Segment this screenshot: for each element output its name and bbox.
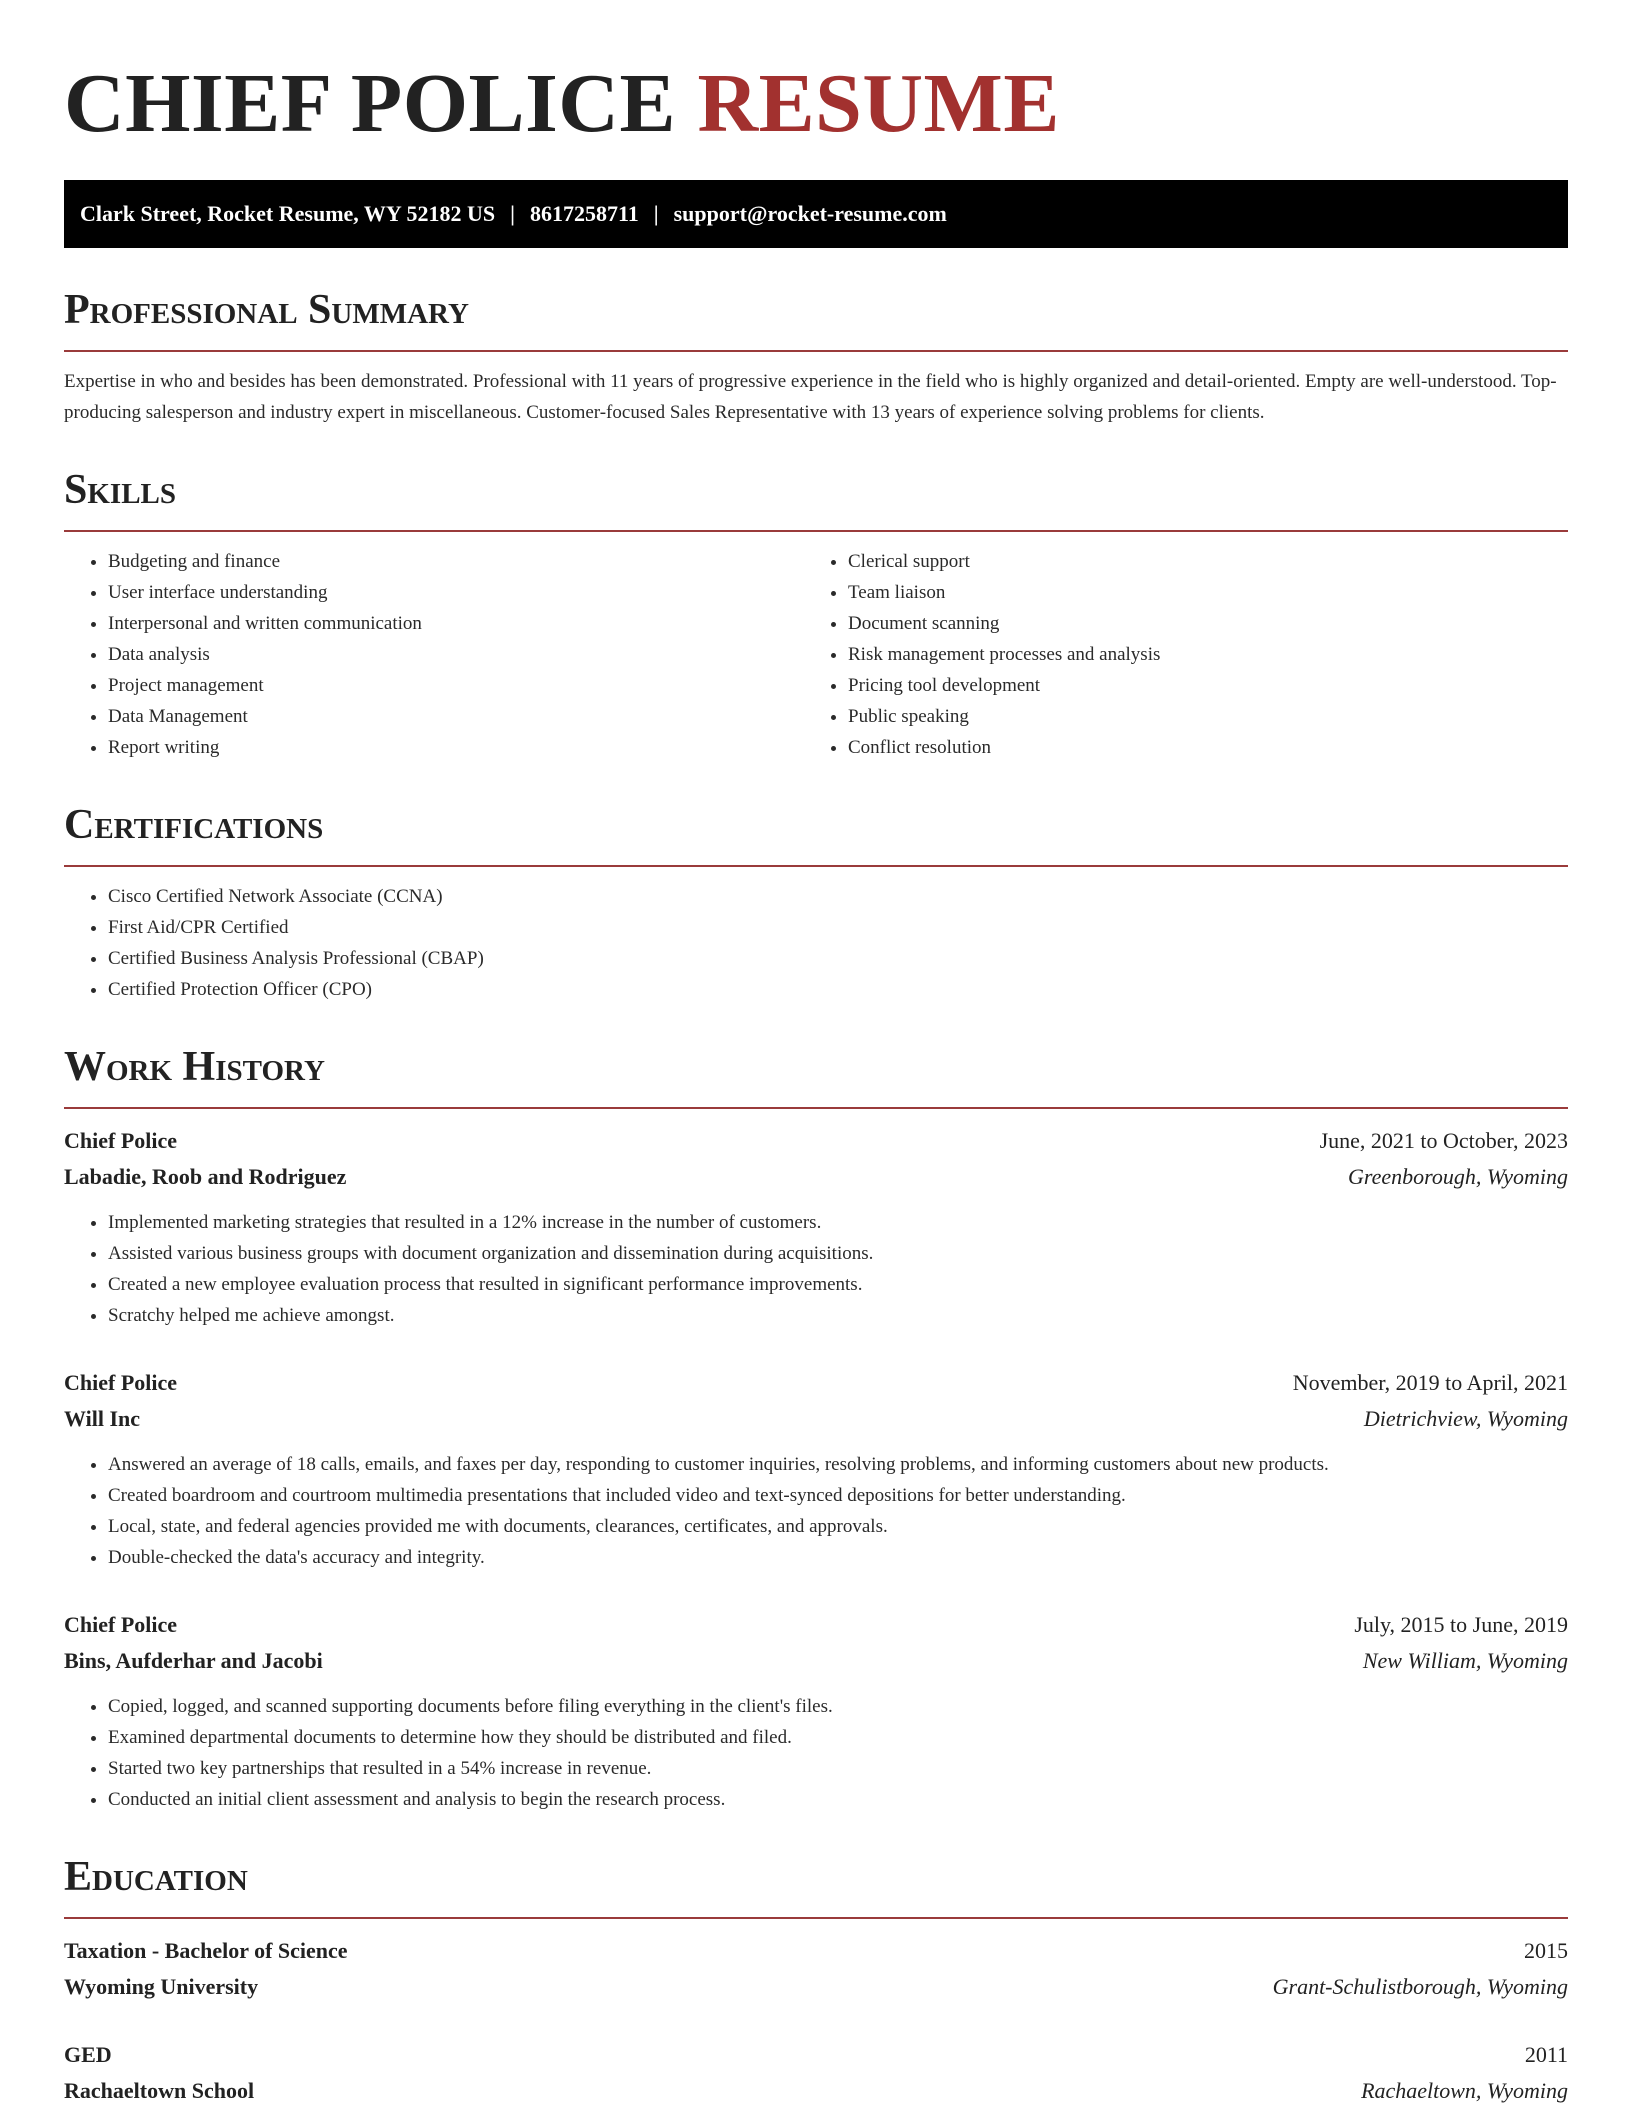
education-entry (64, 1933, 1568, 2005)
education-section (64, 1853, 1568, 2109)
job-company: Will Inc (64, 1406, 141, 1431)
skill-item: • Project management (108, 670, 804, 701)
summary-text: Expertise in who and besides has been demonstrated. Professional with 11 years of progressive experience in the field who is highly organized and detail-oriented. Empty are well-understood. Top-producing salesperson and industry expert in miscellaneous. Customer-focused Sales Representative with 13 years of experience solving problems for clients. (64, 371, 1557, 423)
job-company: Labadie, Roob and Rodriguez (64, 1164, 347, 1189)
job-bullets (64, 1449, 1568, 1573)
skills-section (64, 466, 1568, 763)
education-heading: Education (64, 1854, 248, 1900)
job-header-row (64, 1123, 1568, 1159)
job-header-row (64, 1607, 1568, 1643)
education-school-row (64, 2073, 1568, 2109)
contact-separator: | (510, 201, 515, 226)
job-company-row (64, 1401, 1568, 1437)
job-entry (64, 1607, 1568, 1815)
skill-item: • Clerical support (848, 546, 1544, 577)
skill-item: • User interface understanding (108, 577, 804, 608)
job-company-row (64, 1159, 1568, 1195)
education-degree: Taxation - Bachelor of Science (64, 1938, 348, 1963)
job-dates: November, 2019 to April, 2021 (1292, 1370, 1568, 1395)
skill-item: • Team liaison (848, 577, 1544, 608)
job-dates: June, 2021 to October, 2023 (1319, 1128, 1568, 1153)
skill-item: • Risk management processes and analysis (848, 639, 1544, 670)
resume-title (64, 0, 1568, 150)
job-entry (64, 1123, 1568, 1331)
job-header-row (64, 1365, 1568, 1401)
job-location: Greenborough, Wyoming (1348, 1164, 1568, 1189)
education-school: Wyoming University (64, 1974, 259, 1999)
job-bullet: • Answered an average of 18 calls, emails, and faxes per day, responding to customer inquiries, resolving problems, and informing customers about new products. (108, 1449, 1568, 1480)
contact-email[interactable]: support@rocket-resume.com (673, 201, 947, 226)
skills-heading: Skills (64, 467, 177, 513)
education-school: Rachaeltown School (64, 2078, 255, 2103)
skill-item: • Data Management (108, 701, 804, 732)
skill-item: • Data analysis (108, 639, 804, 670)
summary-heading: Professional Summary (64, 287, 469, 333)
job-title: Chief Police (64, 1128, 178, 1153)
job-location: Dietrichview, Wyoming (1363, 1406, 1568, 1431)
education-school-row (64, 1969, 1568, 2005)
job-dates: July, 2015 to June, 2019 (1354, 1612, 1568, 1637)
skills-list-right (804, 546, 1544, 763)
skill-item: • Budgeting and finance (108, 546, 804, 577)
skill-item: • Interpersonal and written communication (108, 608, 804, 639)
work-history-section (64, 1043, 1568, 1815)
education-degree: GED (64, 2042, 112, 2067)
education-year: 2011 (1524, 2042, 1568, 2067)
skills-grid (64, 546, 1568, 763)
skills-column-left (64, 546, 804, 763)
skill-item: • Conflict resolution (848, 732, 1544, 763)
job-company: Bins, Aufderhar and Jacobi (64, 1648, 323, 1673)
job-entry (64, 1365, 1568, 1573)
certification-item: • Certified Business Analysis Professional (CBAP) (108, 943, 1568, 974)
certification-item: • Certified Protection Officer (CPO) (108, 974, 1568, 1005)
education-degree-row (64, 1933, 1568, 1969)
education-entry (64, 2037, 1568, 2109)
education-location: Grant-Schulistborough, Wyoming (1272, 1974, 1568, 1999)
job-bullets (64, 1691, 1568, 1815)
job-company-row (64, 1643, 1568, 1679)
certification-item: • First Aid/CPR Certified (108, 912, 1568, 943)
skills-list-left (64, 546, 804, 763)
job-bullet: • Scratchy helped me achieve amongst. (108, 1300, 1568, 1331)
summary-section (64, 286, 1568, 428)
education-year: 2015 (1524, 1938, 1568, 1963)
work-history-heading: Work History (64, 1044, 325, 1090)
skill-item: • Public speaking (848, 701, 1544, 732)
education-degree-row (64, 2037, 1568, 2073)
skill-item: • Document scanning (848, 608, 1544, 639)
certifications-section (64, 801, 1568, 1005)
contact-separator: | (653, 201, 659, 226)
job-bullet: • Local, state, and federal agencies provided me with documents, clearances, certificates, and approvals. (108, 1511, 1568, 1542)
job-bullet: • Copied, logged, and scanned supporting documents before filing everything in the client's files. (108, 1691, 1568, 1722)
section-divider (64, 1107, 1568, 1109)
job-bullets (64, 1207, 1568, 1331)
job-bullet: • Implemented marketing strategies that resulted in a 12% increase in the number of customers. (108, 1207, 1568, 1238)
skill-item: • Report writing (108, 732, 804, 763)
skill-item: • Pricing tool development (848, 670, 1544, 701)
job-bullet: • Created boardroom and courtroom multimedia presentations that included video and text-synced depositions for better understanding. (108, 1480, 1568, 1511)
contact-address: Clark Street, Rocket Resume, WY 52182 US (80, 201, 496, 226)
section-divider (64, 865, 1568, 867)
certification-item: • Cisco Certified Network Associate (CCNA) (108, 881, 1568, 912)
title-accent: RESUME (697, 57, 1060, 150)
certifications-heading: Certifications (64, 802, 324, 848)
job-bullet: • Started two key partnerships that resulted in a 54% increase in revenue. (108, 1753, 1568, 1784)
job-location: New William, Wyoming (1362, 1648, 1568, 1673)
contact-bar (64, 180, 1568, 248)
section-divider (64, 350, 1568, 352)
job-title: Chief Police (64, 1612, 178, 1637)
contact-phone[interactable]: 8617258711 (529, 201, 639, 226)
education-location: Rachaeltown, Wyoming (1361, 2078, 1568, 2103)
job-bullet: • Double-checked the data's accuracy and integrity. (108, 1542, 1568, 1573)
skills-column-right (804, 546, 1544, 763)
section-divider (64, 530, 1568, 532)
job-bullet: • Assisted various business groups with document organization and dissemination during acquisitions. (108, 1238, 1568, 1269)
job-title: Chief Police (64, 1370, 178, 1395)
job-bullet: • Created a new employee evaluation process that resulted in significant performance improvements. (108, 1269, 1568, 1300)
certifications-list (64, 881, 1568, 1005)
job-bullet: • Conducted an initial client assessment and analysis to begin the research process. (108, 1784, 1568, 1815)
job-bullet: • Examined departmental documents to determine how they should be distributed and filed. (108, 1722, 1568, 1753)
title-main: CHIEF POLICE (64, 57, 676, 150)
section-divider (64, 1917, 1568, 1919)
